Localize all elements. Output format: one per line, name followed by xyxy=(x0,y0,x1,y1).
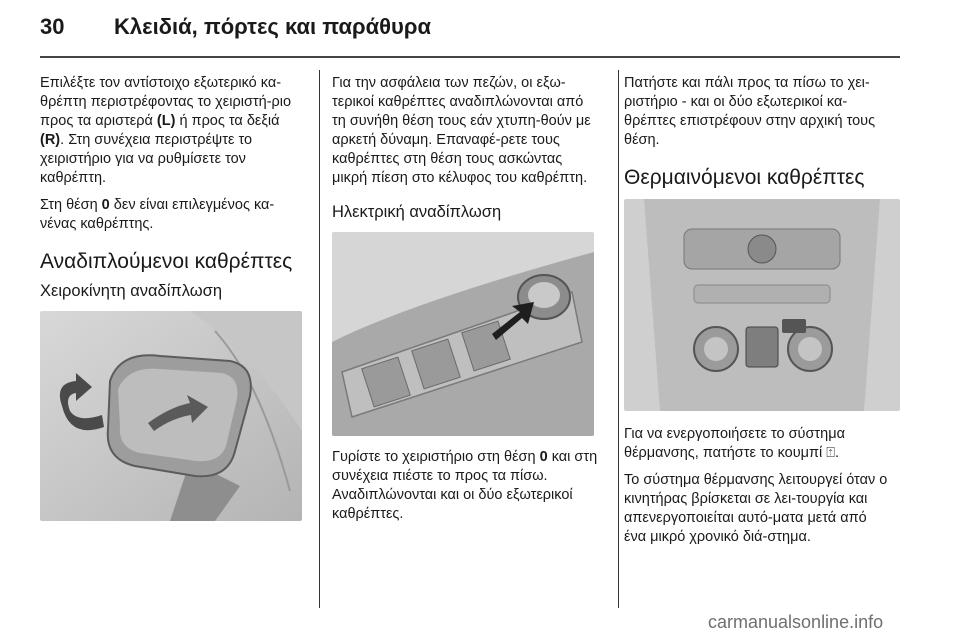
page-number: 30 xyxy=(40,14,65,39)
text-run: ή προς τα δεξιά xyxy=(175,113,280,129)
text-run: και στη συνέχεια πιέστε το προς τα πίσω. Αναδιπλώνονται και οι δύο εξωτερικοί καθρέπτες. xyxy=(332,449,598,522)
text-run: Στη θέση xyxy=(40,197,102,213)
paragraph-fold-instruction xyxy=(332,448,598,524)
heading-folding-mirrors: Αναδιπλούμενοι καθρέπτες xyxy=(40,250,293,273)
heading-electric-folding: Ηλεκτρική αναδίπλωση xyxy=(332,203,502,221)
text-run: δεν είναι επιλεγμένος κα-νένας καθρέπτης. xyxy=(40,197,275,232)
column-3 xyxy=(624,74,890,555)
heading-heated-mirrors: Θερμαινόμενοι καθρέπτες xyxy=(624,166,865,189)
text-run: . Στη συνέχεια περιστρέψτε το χειριστήριο για να ρυθμίσετε τον καθρέπτη. xyxy=(40,132,253,186)
paragraph-position-zero xyxy=(40,196,306,234)
heated-mirror-icon: ⍐ xyxy=(826,445,835,461)
watermark: carmanualsonline.info xyxy=(708,612,884,632)
figure-heated-mirrors xyxy=(624,199,900,411)
column-2 xyxy=(332,74,598,532)
text-run: Επιλέξτε τον αντίστοιχο εξωτερικό κα-θρέπτη περιστρέφοντας το χειριστή-ριο προς τα αριστερά xyxy=(40,75,292,129)
paragraph-heating-operation: Το σύστημα θέρμανσης λειτουργεί όταν ο κινητήρας βρίσκεται σε λει-τουργία και απενεργοποιείται αυτό-ματα μετά από ένα μικρό χρονικό διά-στημα. xyxy=(624,472,888,545)
bold-run: (R) xyxy=(40,132,61,148)
subheading-manual-folding: Χειροκίνητη αναδίπλωση xyxy=(40,282,223,300)
header-rule xyxy=(40,56,900,58)
paragraph-unfold: Πατήστε και πάλι προς τα πίσω το χει-ριστήριο - και οι δύο εξωτερικοί κα-θρέπτες επιστρέφουν στην αρχική τους θέση. xyxy=(624,75,876,148)
paragraph-pedestrian-safety: Για την ασφάλεια των πεζών, οι εξω-τερικοί καθρέπτες αναδιπλώνονται από τη συνήθη θέση τους εάν χτυπη-θούν με αρκετή δύναμη. Επαναφέ-ρετε τους καθρέπτες στη θέση τους ασκώντας μικρή πίεση στο κέλυφος του καθρέπτη. xyxy=(332,75,591,186)
text-run: . xyxy=(834,445,839,461)
heated-mirror-icon xyxy=(782,319,806,333)
bold-run: 0 xyxy=(101,197,110,213)
paragraph-mirror-select xyxy=(40,74,306,188)
chapter-title: Κλειδιά, πόρτες και παράθυρα xyxy=(114,14,431,39)
paragraph-activate-heating xyxy=(624,425,890,463)
bold-run: 0 xyxy=(539,449,548,465)
bold-run: (L) xyxy=(156,113,176,129)
text-run: Γυρίστε το χειριστήριο στη θέση xyxy=(332,449,540,465)
page-header xyxy=(40,14,920,54)
figure-electric-folding xyxy=(332,232,594,436)
column-divider-1 xyxy=(319,70,320,608)
column-divider-2 xyxy=(618,70,619,608)
column-1 xyxy=(40,74,306,521)
figure-manual-folding xyxy=(40,311,302,521)
text-run: Για να ενεργοποιήσετε το σύστημα θέρμανσης, πατήστε το κουμπί xyxy=(624,426,845,461)
